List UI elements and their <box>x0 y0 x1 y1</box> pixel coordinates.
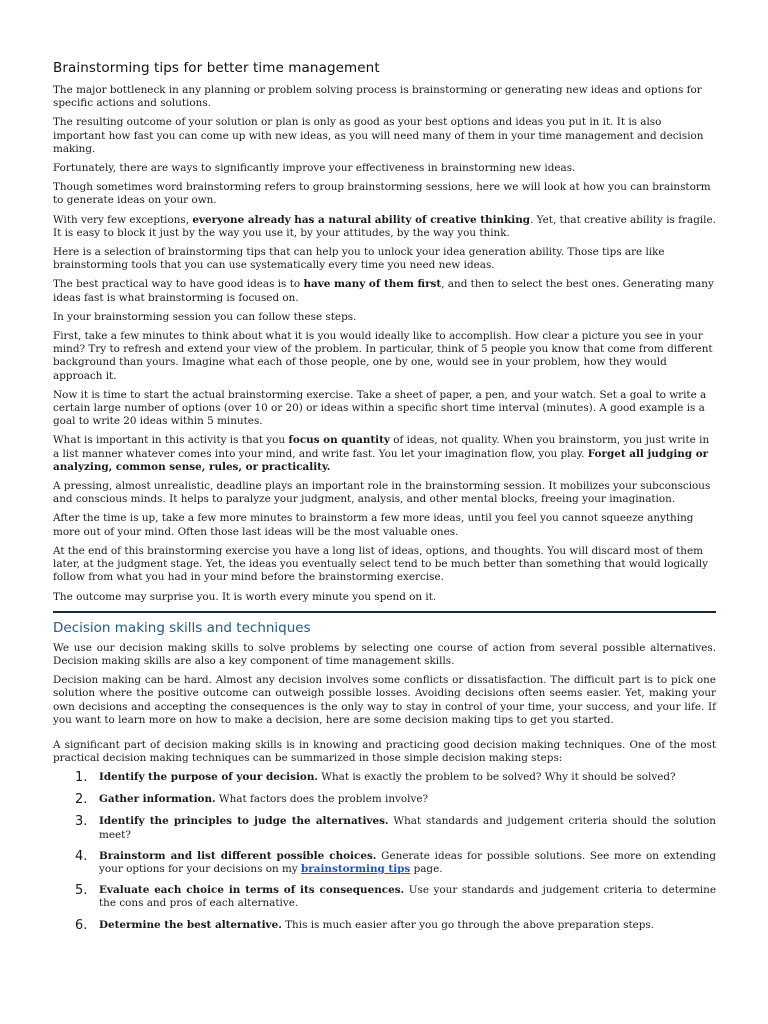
text-run: The best practical way to have good ideas is to <box>53 278 304 291</box>
section-divider <box>53 611 716 613</box>
step-title: Brainstorm and list different possible choices. <box>99 849 377 862</box>
list-number: 4. <box>75 848 88 864</box>
step-description: What factors does the problem involve? <box>215 793 429 806</box>
list-item-text <box>99 884 716 910</box>
emphasis-text: everyone already has a natural ability of creative thinking <box>192 213 531 226</box>
list-item-text <box>99 850 716 876</box>
paragraph: At the end of this brainstorming exercise you have a long list of ideas, options, and thoughts. You will discard most of them later, at the judgment stage. Yet, the ideas you eventually select tend to be much better than something that would logically follow from what you had in your mind before the brainstorming exercise. <box>53 544 709 584</box>
step-title: Identify the principles to judge the alternatives. <box>99 815 389 828</box>
list-number: 3. <box>75 814 88 830</box>
paragraph: The resulting outcome of your solution or plan is only as good as your best options and ideas you put in it. It is also important how fast you can come up with new ideas, as you will need many of them in your time management and decision making. <box>53 116 704 155</box>
list-number: 6. <box>75 917 88 933</box>
list-number: 1. <box>75 770 88 786</box>
list-item <box>53 919 716 933</box>
brainstorming-heading: Brainstorming tips for better time management <box>53 60 380 76</box>
emphasis-text: Forget all judging or analyzing, common sense, rules, or practicality. <box>53 447 709 473</box>
list-item <box>53 884 716 910</box>
decision-making-heading: Decision making skills and techniques <box>53 619 311 636</box>
step-title: Determine the best alternative. <box>99 918 282 931</box>
step-title: Gather information. <box>99 793 216 806</box>
list-item <box>53 793 716 807</box>
list-number: 5. <box>75 883 88 899</box>
brainstorming-tips-link[interactable]: brainstorming tips <box>301 862 411 875</box>
paragraph <box>53 434 716 474</box>
step-description: Generate ideas for possible solutions. See more on extending your options for your decisions on my <box>99 849 716 875</box>
paragraph <box>53 214 716 240</box>
paragraph: First, take a few minutes to think about what it is you would ideally like to accomplish. How clear a picture you see in your mind? Try to refresh and extend your view of the problem. In particular, think of 5 people you know that come from different background than yours. Imagine what each of those people, one by one, would see in your problem, how they would approach it. <box>53 330 713 382</box>
text-run: . Yet, that creative ability is fragile. It is easy to block it just by the way you use it, by your attitudes, by the way you think. <box>53 213 716 239</box>
paragraph: Here is a selection of brainstorming tips that can help you to unlock your idea generation ability. Those tips are like brainstorming tools that you can use systematically every time you need new ideas. <box>53 246 665 272</box>
step-description: What is exactly the problem to be solved? Why it should be solved? <box>318 771 676 784</box>
list-number: 2. <box>75 792 88 808</box>
text-run: With very few exceptions, <box>53 213 193 226</box>
text-run: , and then to select the best ones. Generating many ideas fast is what brainstorming is focused on. <box>53 278 714 304</box>
paragraph: In your brainstorming session you can follow these steps. <box>53 310 357 323</box>
text-run: of ideas, not quality. When you brainstorm, you just write in a list manner whatever comes into your mind, and write fast. You let your imagination flow, you play. <box>53 434 710 460</box>
step-description-end: page. <box>410 862 443 875</box>
paragraph: The major bottleneck in any planning or problem solving process is brainstorming or generating new ideas and options for specific actions and solutions. <box>53 84 702 110</box>
paragraph: A pressing, almost unrealistic, deadline plays an important role in the brainstorming session. It mobilizes your subconscious and conscious minds. It helps to paralyze your judgment, analysis, and other mental blocks, freeing your imagination. <box>53 480 711 506</box>
list-item <box>53 815 716 841</box>
paragraph: A significant part of decision making skills is in knowing and practicing good decision making techniques. One of the most practical decision making techniques can be summarized in those simple decision making steps: <box>53 738 716 765</box>
paragraph: Fortunately, there are ways to significantly improve your effectiveness in brainstorming new ideas. <box>53 162 576 175</box>
list-item <box>53 771 716 785</box>
step-description: What standards and judgement criteria should the solution meet? <box>99 815 716 841</box>
list-item <box>53 850 716 876</box>
list-item-text <box>99 919 654 932</box>
paragraph: Though sometimes word brainstorming refers to group brainstorming sessions, here we will look at how you can brainstorm to generate ideas on your own. <box>53 181 711 207</box>
paragraph: Decision making can be hard. Almost any decision involves some conflicts or dissatisfaction. The difficult part is to pick one solution where the positive outcome can outweigh possible losses. Avoiding decisions often seems easier. Yet, making your own decisions and accepting the consequences is the only way to stay in control of your time, your success, and your life. If you want to learn more on how to make a decision, here are some decision making tips to get you started. <box>53 674 716 726</box>
list-item-text <box>99 771 676 784</box>
step-title: Identify the purpose of your decision. <box>99 771 318 784</box>
step-title: Evaluate each choice in terms of its consequences. <box>99 884 405 897</box>
step-description: This is much easier after you go through the above preparation steps. <box>281 918 655 931</box>
paragraph <box>53 278 716 304</box>
list-item-text <box>99 815 716 841</box>
decision-steps-list <box>53 771 716 932</box>
text-run: What is important in this activity is that you <box>53 434 289 447</box>
paragraph: After the time is up, take a few more minutes to brainstorm a few more ideas, until you feel you cannot squeeze anything more out of your mind. Often those last ideas will be the most valuable ones. <box>53 512 694 538</box>
list-item-text <box>99 793 428 806</box>
emphasis-text: have many of them first <box>303 278 442 291</box>
step-description: Use your standards and judgement criteria to determine the cons and pros of each alternative. <box>99 884 717 910</box>
paragraph: The outcome may surprise you. It is worth every minute you spend on it. <box>53 590 437 603</box>
paragraph: Now it is time to start the actual brainstorming exercise. Take a sheet of paper, a pen, and your watch. Set a goal to write a certain large number of options (over 10 or 20) or ideas within a specific short time interval (minutes). A good example is a goal to write 20 ideas within 5 minutes. <box>53 388 707 428</box>
emphasis-text: focus on quantity <box>288 434 390 447</box>
paragraph: We use our decision making skills to solve problems by selecting one course of action from several possible alternatives. Decision making skills are also a key component of time management skills. <box>53 641 716 667</box>
